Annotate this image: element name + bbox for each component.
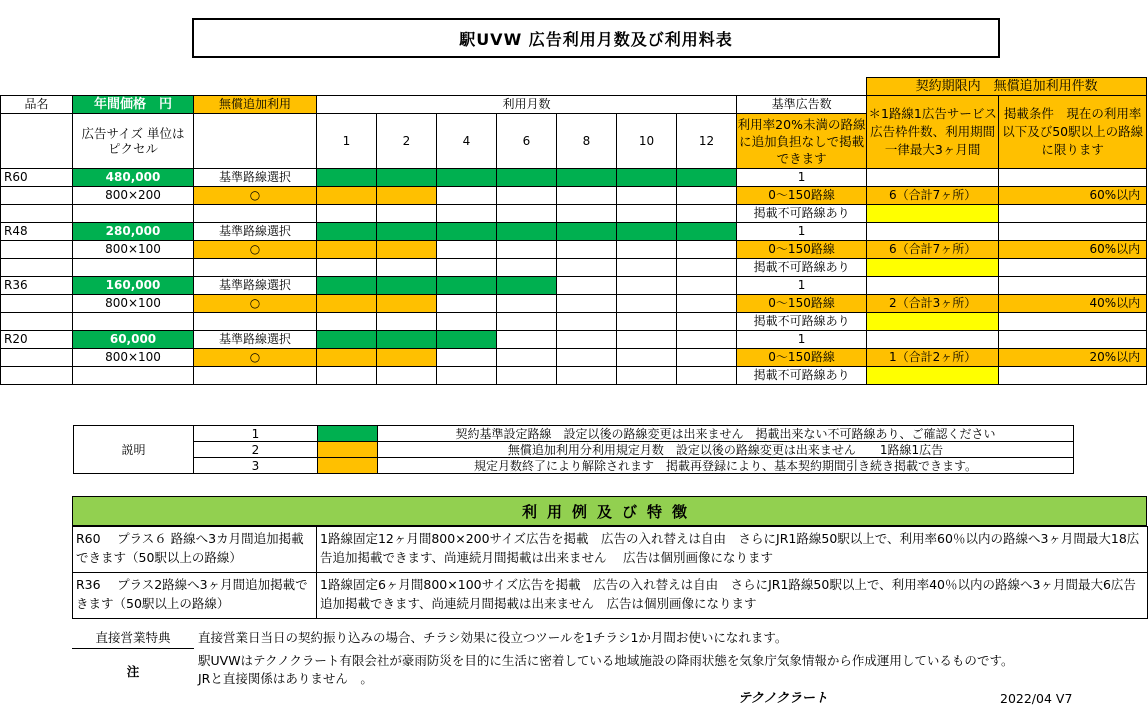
free-month-bar <box>377 349 437 367</box>
explanation-text: 規定月数終了により解除されます 掲載再登録により、基本契約期間引き続き掲載できます。 <box>378 458 1074 474</box>
blank-cell <box>677 349 737 367</box>
blank-cell <box>677 259 737 277</box>
base-count: 1 <box>737 277 867 295</box>
route-range: 0～150路線 <box>737 349 867 367</box>
footer-version: 2022/04 V7 <box>1000 691 1073 706</box>
explanation-text: 契約基準設定路線 設定以後の路線変更は出来ません 掲載出来ない不可路線あり、ご確認ください <box>378 426 1074 442</box>
blank-cell <box>867 223 999 241</box>
blank-cell <box>1 313 73 331</box>
examples-table <box>72 526 1148 619</box>
blank-cell <box>317 259 377 277</box>
blank-cell <box>677 277 737 295</box>
not-allowed-note: 掲載不可路線あり <box>737 205 867 223</box>
month-bar <box>317 331 377 349</box>
blank-cell <box>617 187 677 205</box>
month-bar <box>377 331 437 349</box>
month-col-8: 8 <box>557 114 617 169</box>
month-bar <box>557 169 617 187</box>
product-price: 160,000 <box>73 277 194 295</box>
blank-cell <box>617 241 677 259</box>
month-bar <box>437 223 497 241</box>
legend-swatch-orange <box>318 458 378 474</box>
direct-sales-label: 直接営業特典 <box>72 627 194 649</box>
blank-cell <box>377 313 437 331</box>
blank-cell <box>999 259 1147 277</box>
free-month-bar <box>377 241 437 259</box>
blank-cell <box>617 259 677 277</box>
blank-cell <box>497 313 557 331</box>
ad-size: 800×100 <box>73 295 194 313</box>
free-month-bar <box>317 187 377 205</box>
ad-size: 800×100 <box>73 241 194 259</box>
base-count: 1 <box>737 223 867 241</box>
blank-cell <box>497 205 557 223</box>
examples-header: 利用例及び特徴 <box>72 496 1147 526</box>
example-right: 1路線固定6ヶ月間800×100サイズ広告を掲載 広告の入れ替えは自由 さらにJR1路線50駅以上で、利用率40％以内の路線へ3ヶ月間最大6広告追加掲載できます、尚連続月間掲載は出来ません 広告は個別画像になります <box>317 573 1148 619</box>
blank-cell <box>999 223 1147 241</box>
free-month-bar <box>317 241 377 259</box>
blank-cell <box>497 349 557 367</box>
month-col-10: 10 <box>617 114 677 169</box>
blank-cell <box>1 241 73 259</box>
blank-cell <box>557 295 617 313</box>
route-select: 基準路線選択 <box>194 277 317 295</box>
blank-cell <box>677 187 737 205</box>
route-range: 0～150路線 <box>737 295 867 313</box>
blank-cell <box>497 259 557 277</box>
blank-cell <box>1 114 73 169</box>
free-add-circle: ○ <box>194 187 317 205</box>
route-select: 基準路線選択 <box>194 331 317 349</box>
blank-cell <box>677 367 737 385</box>
example-right: 1路線固定12ヶ月間800×200サイズ広告を掲載 広告の入れ替えは自由 さらにJR1路線50駅以上で、利用率60％以内の路線へ3ヶ月間最大18広告追加掲載できます、尚連続月間掲載は出来ません 広告は個別画像になります <box>317 527 1148 573</box>
month-bar <box>317 169 377 187</box>
header-base-ads-note: 利用率20%未満の路線に追加負担なしで掲載できます <box>737 114 867 169</box>
note-label: 注 <box>126 664 140 679</box>
legend-swatch-green <box>318 426 378 442</box>
blank-cell <box>557 241 617 259</box>
contract-header: 契約期限内 無償追加利用件数 <box>867 78 1147 96</box>
not-allowed-note: 掲載不可路線あり <box>737 313 867 331</box>
blank-cell <box>497 187 557 205</box>
explanation-table <box>73 425 1074 474</box>
blank-cell <box>677 241 737 259</box>
month-bar <box>617 223 677 241</box>
route-select: 基準路線選択 <box>194 169 317 187</box>
header-size-unit: 広告サイズ 単位はピクセル <box>73 114 194 169</box>
blank-cell <box>617 331 677 349</box>
blank-cell <box>677 295 737 313</box>
month-col-6: 6 <box>497 114 557 169</box>
header-base-ads: 基準広告数 <box>737 96 867 114</box>
blank-cell <box>497 331 557 349</box>
blank-cell <box>1 349 73 367</box>
header-free-add: 無償追加利用 <box>194 96 317 114</box>
blank-cell <box>999 277 1147 295</box>
legend-swatch-orange <box>318 442 378 458</box>
blank-cell <box>194 114 317 169</box>
page-title: 駅UVW 広告利用月数及び利用料表 <box>192 18 1000 58</box>
blank-cell <box>617 349 677 367</box>
month-bar <box>317 223 377 241</box>
blank-cell <box>437 259 497 277</box>
blank-cell <box>437 205 497 223</box>
highlight-cell <box>867 313 999 331</box>
service-count: 6（合計7ヶ所） <box>867 241 999 259</box>
highlight-cell <box>867 259 999 277</box>
month-bar <box>677 223 737 241</box>
explanation-num: 3 <box>194 458 318 474</box>
example-left: R36 プラス2路線へ3ヶ月間追加掲載できます（50駅以上の路線） <box>73 573 317 619</box>
product-code: R36 <box>1 277 73 295</box>
month-col-12: 12 <box>677 114 737 169</box>
service-count: 2（合計3ヶ所） <box>867 295 999 313</box>
month-bar <box>617 169 677 187</box>
route-select: 基準路線選択 <box>194 223 317 241</box>
blank-cell <box>194 313 317 331</box>
blank-cell <box>677 331 737 349</box>
blank-cell <box>867 277 999 295</box>
header-condition-note: 掲載条件 現在の利用率以下及び50駅以上の路線に限ります <box>999 96 1147 169</box>
blank-cell <box>867 331 999 349</box>
blank-cell <box>73 367 194 385</box>
blank-cell <box>557 187 617 205</box>
note-line-2: JRと直接関係はありません 。 <box>198 671 373 686</box>
month-bar <box>437 277 497 295</box>
free-month-bar <box>377 187 437 205</box>
blank-cell <box>497 367 557 385</box>
blank-cell <box>617 205 677 223</box>
month-col-1: 1 <box>317 114 377 169</box>
service-count: 1（合計2ヶ所） <box>867 349 999 367</box>
blank-cell <box>437 349 497 367</box>
explanation-num: 1 <box>194 426 318 442</box>
usage-rate: 60%以内 <box>999 187 1147 205</box>
month-bar <box>437 169 497 187</box>
month-bar <box>317 277 377 295</box>
blank-cell <box>73 205 194 223</box>
blank-cell <box>867 169 999 187</box>
blank-cell <box>557 277 617 295</box>
free-month-bar <box>317 349 377 367</box>
route-range: 0～150路線 <box>737 187 867 205</box>
explanation-text: 無償追加利用分利用規定月数 設定以後の路線変更は出来ません 1路線1広告 <box>378 442 1074 458</box>
blank-cell <box>194 367 317 385</box>
blank-cell <box>677 313 737 331</box>
explanation-label: 説明 <box>74 426 194 474</box>
header-months: 利用月数 <box>317 96 737 114</box>
blank-cell <box>1 295 73 313</box>
blank-cell <box>194 259 317 277</box>
ad-size: 800×200 <box>73 187 194 205</box>
blank-cell <box>557 349 617 367</box>
route-range: 0～150路線 <box>737 241 867 259</box>
month-bar <box>377 169 437 187</box>
blank-cell <box>1 187 73 205</box>
product-price: 480,000 <box>73 169 194 187</box>
blank-cell <box>317 313 377 331</box>
blank-cell <box>437 313 497 331</box>
month-bar <box>497 223 557 241</box>
free-month-bar <box>377 295 437 313</box>
month-col-2: 2 <box>377 114 437 169</box>
product-price: 280,000 <box>73 223 194 241</box>
usage-rate: 20%以内 <box>999 349 1147 367</box>
base-count: 1 <box>737 169 867 187</box>
month-bar <box>557 223 617 241</box>
blank-cell <box>73 313 194 331</box>
highlight-cell <box>867 205 999 223</box>
not-allowed-note: 掲載不可路線あり <box>737 367 867 385</box>
pricing-table <box>0 77 1147 385</box>
product-code: R60 <box>1 169 73 187</box>
month-bar <box>437 331 497 349</box>
month-bar <box>497 277 557 295</box>
usage-rate: 60%以内 <box>999 241 1147 259</box>
example-left: R60 プラス６ 路線へ3カ月間追加掲載できます（50駅以上の路線） <box>73 527 317 573</box>
blank-cell <box>1 367 73 385</box>
note-line-1: 駅UVWはテクノクラート有限会社が豪雨防災を目的に生活に密着している地域施設の降雨状態を気象庁気象情報から作成運用しているものです。 <box>198 653 1014 668</box>
highlight-cell <box>867 367 999 385</box>
header-product: 品名 <box>1 96 73 114</box>
blank-cell <box>73 259 194 277</box>
blank-cell <box>437 241 497 259</box>
blank-cell <box>999 313 1147 331</box>
header-service-note: ＊1路線1広告サービス広告枠件数、利用期間一律最大3ヶ月間 <box>867 96 999 169</box>
blank-cell <box>617 367 677 385</box>
blank-cell <box>617 277 677 295</box>
month-bar <box>377 223 437 241</box>
not-allowed-note: 掲載不可路線あり <box>737 259 867 277</box>
month-bar <box>377 277 437 295</box>
blank-cell <box>1 259 73 277</box>
blank-cell <box>617 295 677 313</box>
free-month-bar <box>317 295 377 313</box>
blank-cell <box>999 205 1147 223</box>
blank-cell <box>317 367 377 385</box>
product-price: 60,000 <box>73 331 194 349</box>
month-col-4: 4 <box>437 114 497 169</box>
month-bar <box>677 169 737 187</box>
blank-cell <box>677 205 737 223</box>
blank-cell <box>999 169 1147 187</box>
blank-cell <box>999 331 1147 349</box>
blank-cell <box>557 205 617 223</box>
blank-cell <box>377 367 437 385</box>
blank-cell <box>437 295 497 313</box>
blank-cell <box>317 205 377 223</box>
blank-cell <box>437 367 497 385</box>
blank-cell <box>497 295 557 313</box>
header-annual-price: 年間価格 円 <box>73 96 194 114</box>
usage-rate: 40%以内 <box>999 295 1147 313</box>
blank-cell <box>1 205 73 223</box>
blank-cell <box>194 205 317 223</box>
free-add-circle: ○ <box>194 241 317 259</box>
base-count: 1 <box>737 331 867 349</box>
free-add-circle: ○ <box>194 295 317 313</box>
service-count: 6（合計7ヶ所） <box>867 187 999 205</box>
blank-cell <box>497 241 557 259</box>
explanation-num: 2 <box>194 442 318 458</box>
blank-cell <box>377 205 437 223</box>
blank-cell <box>437 187 497 205</box>
product-code: R48 <box>1 223 73 241</box>
blank-cell <box>557 367 617 385</box>
month-bar <box>497 169 557 187</box>
footer-brand: テクノクラート <box>738 691 828 706</box>
product-code: R20 <box>1 331 73 349</box>
blank-cell <box>557 331 617 349</box>
free-add-circle: ○ <box>194 349 317 367</box>
blank-cell <box>1 78 867 96</box>
blank-cell <box>377 259 437 277</box>
blank-cell <box>617 313 677 331</box>
blank-cell <box>557 259 617 277</box>
blank-cell <box>999 367 1147 385</box>
direct-sales-text: 直接営業日当日の契約振り込みの場合、チラシ効果に役立つツールを1チラシ1か月間お使いになれます。 <box>198 630 788 645</box>
blank-cell <box>557 313 617 331</box>
ad-size: 800×100 <box>73 349 194 367</box>
